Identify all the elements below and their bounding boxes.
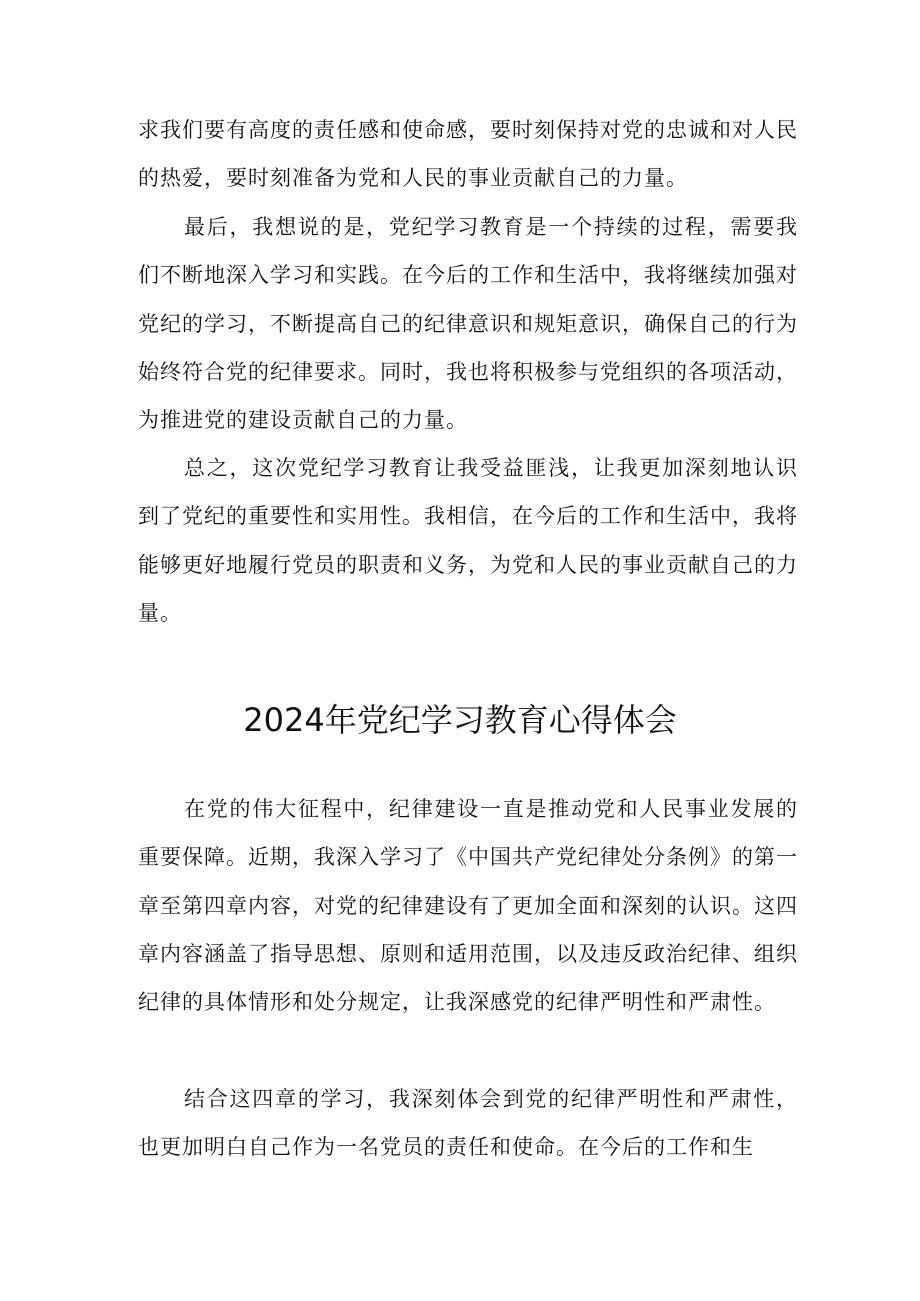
- paragraph-reflection: 结合这四章的学习，我深刻体会到党的纪律严明性和严肃性，也更加明白自己作为一名党员的责任和使命。在今后的工作和生: [138, 1087, 798, 1160]
- paragraph-summary: 总之，这次党纪学习教育让我受益匪浅，让我更加深刻地认识到了党纪的重要性和实用性。我相信，在今后的工作和生活中，我将能够更好地履行党员的职责和义务，为党和人民的事业贡献自己的力量。: [138, 456, 798, 625]
- paragraph-finally: 最后，我想说的是，党纪学习教育是一个持续的过程，需要我们不断地深入学习和实践。在今后的工作和生活中，我将继续加强对党纪的学习，不断提高自己的纪律意识和规矩意识，确保自己的行为始终符合党的纪律要求。同时，我也将积极参与党组织的各项活动，为推进党的建设贡献自己的力量。: [138, 215, 798, 433]
- paragraph-intro: 在党的伟大征程中，纪律建设一直是推动党和人民事业发展的重要保障。近期，我深入学习了《中国共产党纪律处分条例》的第一章至第四章内容，对党的纪律建设有了更加全面和深刻的认识。这四章内容涵盖了指导思想、原则和适用范围，以及违反政治纪律、组织纪律的具体情形和处分规定，让我深感党的纪律严明性和严肃性。: [138, 797, 798, 1015]
- paragraph-continuation: 求我们要有高度的责任感和使命感，要时刻保持对党的忠诚和对人民的热爱，要时刻准备为党和人民的事业贡献自己的力量。: [138, 118, 798, 191]
- article-title: 2024年党纪学习教育心得体会: [243, 701, 677, 739]
